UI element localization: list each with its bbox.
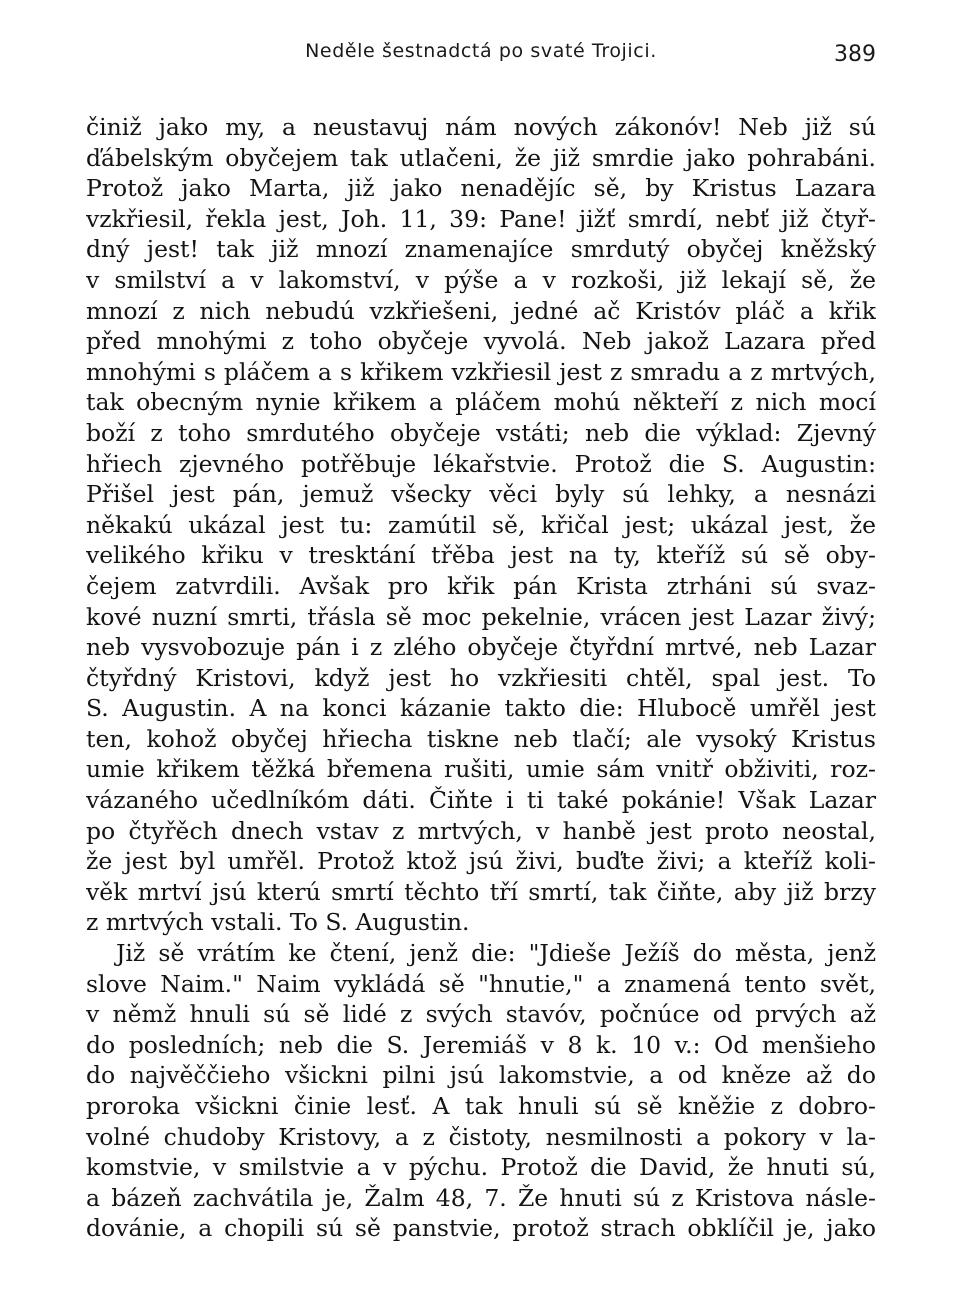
text-line: proroka všickni činie lesť. A tak hnuli sú sě kněžie z dobro- <box>86 1092 876 1120</box>
paragraph-2 <box>86 938 876 1244</box>
text-line: mnozí z nich nebudú vzkřiešeni, jedné ač Kristóv pláč a křik <box>86 296 876 325</box>
text-line: neb vysvobozuje pán i z zlého obyčeje čtyřdní mrtvé, neb Lazar <box>86 633 876 662</box>
text-line: v smilství a v lakomství, v pýše a v rozkoši, již lekají sě, že <box>86 265 876 294</box>
text-line: před mnohými z toho obyčeje vyvolá. Neb jakož Lazara před <box>86 327 876 356</box>
text-line: do najvěččieho všickni pilni jsú lakomstvie, a od kněze až do <box>86 1061 876 1090</box>
text-line: činiž jako my, a neustavuj nám nových zákonóv! Neb již sú <box>86 113 876 141</box>
text-line: umie křikem těžká břemena rušiti, umie sám vnitř obživiti, roz- <box>86 755 876 784</box>
text-line: ten, kohož obyčej hřiecha tiskne neb tlačí; ale vysoký Kristus <box>86 724 876 753</box>
paragraph-1 <box>86 112 876 938</box>
text-line: že jest byl umřěl. Protož ktož jsú živi, buďte živi; a kteříž koli- <box>86 847 876 876</box>
text-line: S. Augustin. A na konci kázanie takto die: Hlubocě umřěl jest <box>86 694 876 723</box>
text-line: ďábelským obyčejem tak utlačeni, že již smrdie jako pohrabáni. <box>86 143 876 172</box>
text-line: čtyřdný Kristovi, když jest ho vzkřiesiti chtěl, spal jest. To <box>86 663 876 692</box>
book-page <box>86 38 876 1278</box>
text-line: čejem zatvrdili. Avšak pro křik pán Krista ztrháni sú svaz- <box>86 571 876 600</box>
text-line: dný jest! tak již mnozí znamenajíce smrdutý obyčej kněžský <box>86 235 876 264</box>
text-line: do posledních; neb die S. Jeremiáš v 8 k. 10 v.: Od menšieho <box>86 1030 876 1059</box>
text-line: Již sě vrátím ke čtení, jenž die: "Jdieše Ježíš do města, jenž <box>116 939 876 968</box>
body-text <box>86 112 876 1244</box>
text-line: po čtyřěch dnech vstav z mrtvých, v hanbě jest proto neostal, <box>86 816 876 845</box>
text-line: komstvie, v smilstvie a v pýchu. Protož die David, že hnuti sú, <box>86 1153 876 1182</box>
text-line: někakú ukázal jest tu: zamútil sě, křičal jest; ukázal jest, že <box>86 510 876 539</box>
text-line: dovánie, a chopili sú sě panstvie, protož strach obklíčil je, jako <box>86 1214 876 1243</box>
text-line: vzkřiesil, řekla jest, Joh. 11, 39: Pane! jižť smrdí, nebť již čtyř- <box>86 204 876 233</box>
text-line: volné chudoby Kristovy, a z čistoty, nesmilnosti a pokory v la- <box>86 1122 876 1151</box>
text-line: v němž hnuli sú sě lidé z svých stavóv, počnúce od prvých až <box>86 1000 876 1029</box>
text-line: Protož jako Marta, již jako nenadějíc sě, by Kristus Lazara <box>86 174 876 203</box>
text-line: mnohými s pláčem a s křikem vzkřiesil jest z smradu a z mrtvých, <box>86 357 876 386</box>
running-title: Neděle šestnadctá po svaté Trojici. <box>305 40 657 62</box>
text-line: vázaného učedlníkóm dáti. Čiňte i ti také pokánie! Však Lazar <box>86 786 876 815</box>
text-line: velikého křiku v tresktání třěba jest na ty, kteříž sú sě oby- <box>86 541 876 570</box>
text-line: z mrtvých vstali. To S. Augustin. <box>86 908 470 937</box>
text-line: boží z toho smrdutého obyčeje vstáti; neb die výklad: Zjevný <box>86 418 876 447</box>
text-line: Přišel jest pán, jemuž všecky věci byly sú lehky, a nesnázi <box>86 480 876 509</box>
text-line: věk mrtví jsú kterú smrtí těchto tří smrtí, tak čiňte, aby již brzy <box>86 877 876 906</box>
text-line: a bázeň zachvátila je, Žalm 48, 7. Že hnuti sú z Kristova násle- <box>86 1183 876 1212</box>
text-line: tak obecným nynie křikem a pláčem mohú někteří z nich mocí <box>86 388 876 417</box>
text-line: kové nuzní smrti, třásla sě moc pekelnie, vrácen jest Lazar živý; <box>86 602 876 631</box>
text-line: hřiech zjevného potřěbuje lékařstvie. Protož die S. Augustin: <box>86 449 876 478</box>
page-number: 389 <box>834 42 876 67</box>
running-head <box>86 38 876 78</box>
text-line: slove Naim." Naim vykládá sě "hnutie," a znamená tento svět, <box>86 969 876 998</box>
